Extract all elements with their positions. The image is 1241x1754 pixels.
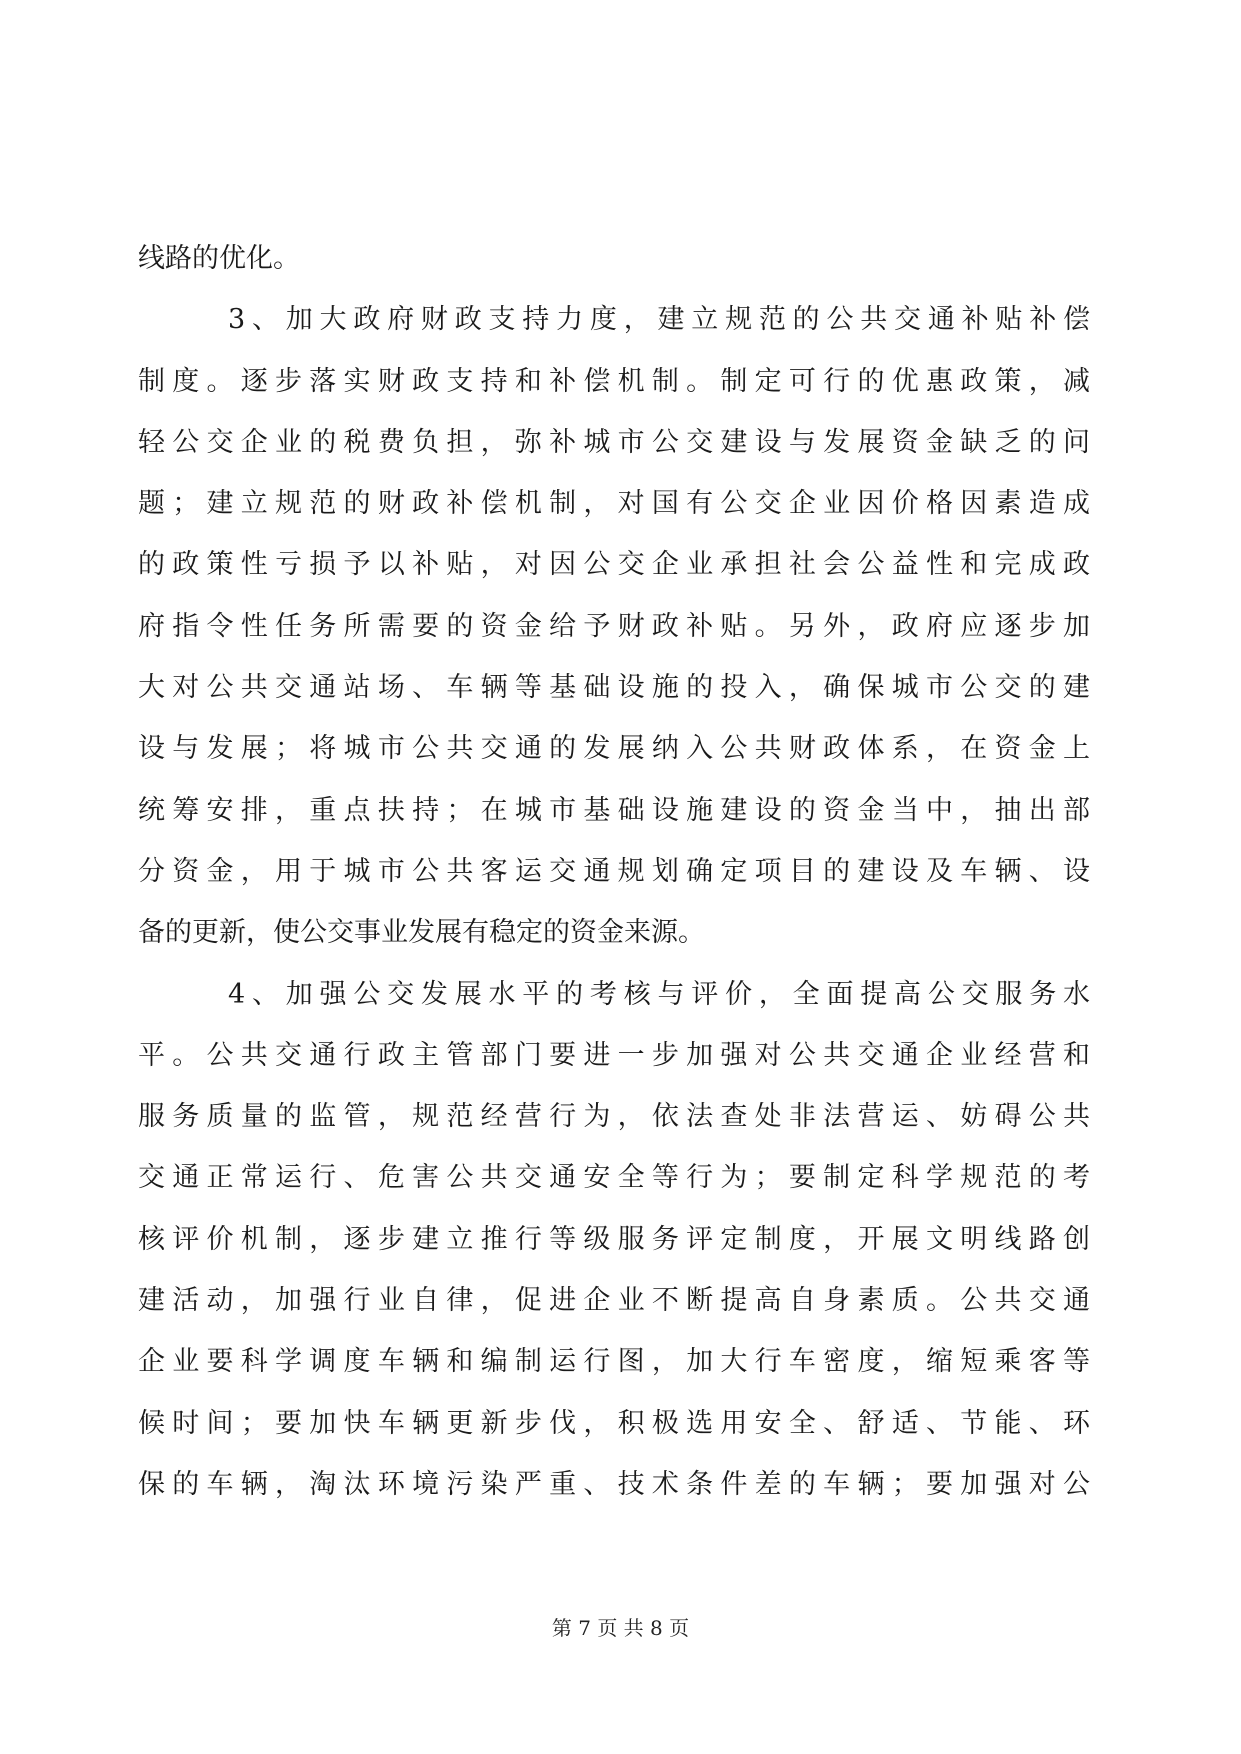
text-line: 轻公交企业的税费负担，弥补城市公交建设与发展资金缺乏的问 bbox=[138, 426, 1090, 458]
text-line: 线路的优化。 bbox=[138, 243, 300, 274]
page-footer: 第 7 页 共 8 页 bbox=[551, 1616, 690, 1640]
text-line: 候时间；要加快车辆更新步伐，积极选用安全、舒适、节能、环 bbox=[138, 1407, 1090, 1439]
text-line: 分资金，用于城市公共客运交通规划确定项目的建设及车辆、设 bbox=[138, 855, 1090, 887]
text-line: 统筹安排，重点扶持；在城市基础设施建设的资金当中，抽出部 bbox=[138, 794, 1090, 826]
text-line: 备的更新，使公交事业发展有稳定的资金来源。 bbox=[138, 917, 705, 949]
text-line: 建活动，加强行业自律，促进企业不断提高自身素质。公共交通 bbox=[138, 1285, 1090, 1317]
text-line: 4、加强公交发展水平的考核与评价，全面提高公交服务水 bbox=[228, 978, 1090, 1010]
text-line: 题；建立规范的财政补偿机制，对国有公交企业因价格因素造成 bbox=[138, 488, 1090, 520]
text-line: 3、加大政府财政支持力度，建立规范的公共交通补贴补偿 bbox=[228, 304, 1090, 336]
text-line: 服务质量的监管，规范经营行为，依法查处非法营运、妨碍公共 bbox=[138, 1101, 1090, 1133]
text-line: 交通正常运行、危害公共交通安全等行为；要制定科学规范的考 bbox=[138, 1162, 1090, 1194]
text-line: 平。公共交通行政主管部门要进一步加强对公共交通企业经营和 bbox=[138, 1039, 1090, 1071]
text-line: 的政策性亏损予以补贴，对因公交企业承担社会公益性和完成政 bbox=[138, 549, 1090, 581]
text-line: 企业要科学调度车辆和编制运行图，加大行车密度，缩短乘客等 bbox=[138, 1346, 1090, 1378]
text-line: 保的车辆，淘汰环境污染严重、技术条件差的车辆；要加强对公 bbox=[138, 1468, 1090, 1500]
body-text bbox=[138, 228, 1090, 1515]
text-line: 大对公共交通站场、车辆等基础设施的投入，确保城市公交的建 bbox=[138, 672, 1090, 704]
text-line: 府指令性任务所需要的资金给予财政补贴。另外，政府应逐步加 bbox=[138, 610, 1090, 642]
text-line: 设与发展；将城市公共交通的发展纳入公共财政体系，在资金上 bbox=[138, 733, 1090, 765]
text-line: 制度。逐步落实财政支持和补偿机制。制定可行的优惠政策，减 bbox=[138, 365, 1090, 397]
text-line: 核评价机制，逐步建立推行等级服务评定制度，开展文明线路创 bbox=[138, 1223, 1090, 1255]
